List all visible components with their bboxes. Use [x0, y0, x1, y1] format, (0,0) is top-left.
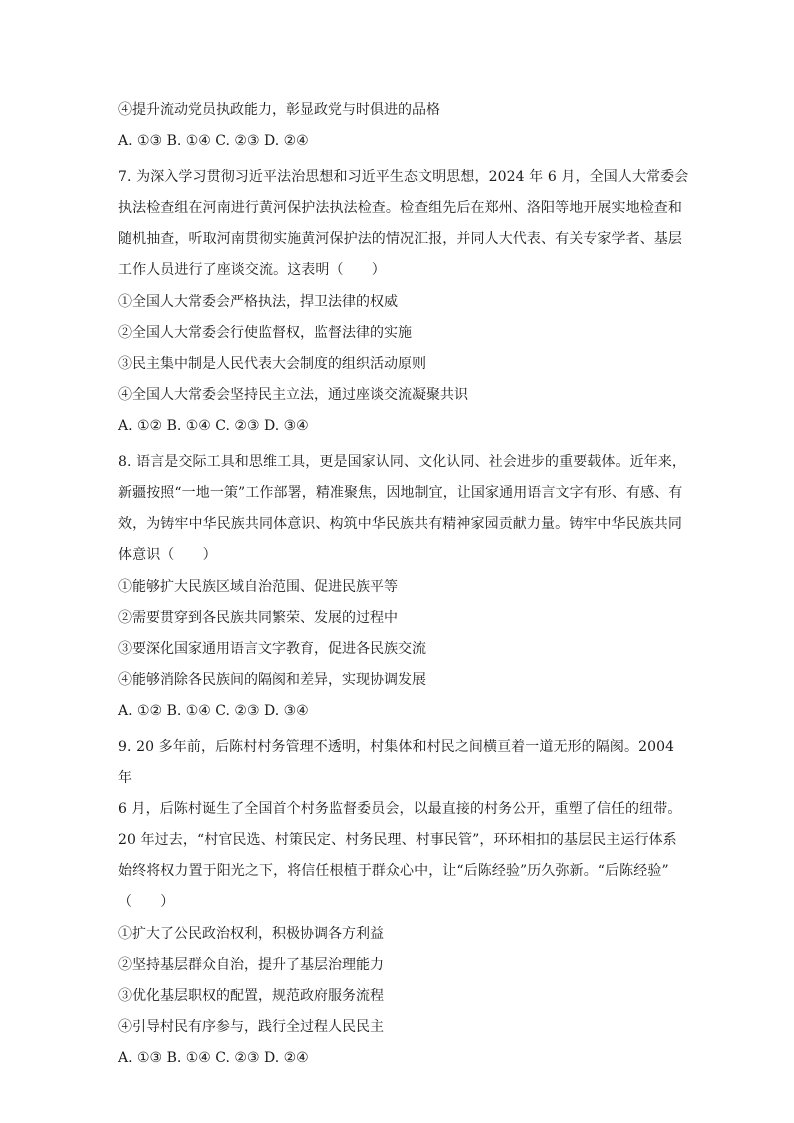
- option-4: ④引导村民有序参与，践行全过程人民民主: [118, 1019, 384, 1035]
- option-1: ①全国人大常委会严格执法，捍卫法律的权威: [118, 294, 398, 310]
- prev-question-option-4: ④提升流动党员执政能力，彰显政党与时俱进的品格: [118, 102, 440, 118]
- stem-line: 7. 为深入学习贯彻习近平法治思想和习近平生态文明思想，2024 年 6 月，全国人大常委会: [118, 169, 689, 185]
- option-3: ③优化基层职权的配置，规范政府服务流程: [118, 988, 384, 1004]
- stem-line: 随机抽查，听取河南贯彻实施黄河保护法的情况汇报，并同人大代表、有关专家学者、基层: [118, 231, 682, 247]
- question-7: [118, 162, 690, 436]
- option-4: ④能够消除各民族间的隔阂和差异，实现协调发展: [118, 672, 426, 688]
- stem-line: 工作人员进行了座谈交流。这表明（ ）: [118, 262, 386, 278]
- stem-line: 始终将权力置于阳光之下，将信任根植于群众心中，让“后陈经验”历久弥新。“后陈经验”: [118, 863, 669, 879]
- option-1: ①扩大了公民政治权利，积极协调各方利益: [118, 926, 384, 942]
- exam-page: [118, 100, 690, 1079]
- stem-line: 效，为铸牢中华民族共同体意识、构筑中华民族共有精神家园贡献力量。铸牢中华民族共同: [118, 516, 682, 532]
- option-3: ③要深化国家通用语言文字教育，促进各民族交流: [118, 641, 426, 657]
- stem-line: 9. 20 多年前，后陈村村务管理不透明，村集体和村民之间横亘着一道无形的隔阂。2004 年: [118, 739, 675, 786]
- option-2: ②需要贯穿到各民族共同繁荣、发展的过程中: [118, 610, 398, 626]
- option-1: ①能够扩大民族区域自治范围、促进民族平等: [118, 579, 398, 595]
- option-2: ②全国人大常委会行使监督权，监督法律的实施: [118, 325, 412, 341]
- stem-line: 8. 语言是交际工具和思维工具，更是国家认同、文化认同、社会进步的重要载体。近年来，: [118, 454, 687, 470]
- question-9-stem: [118, 732, 690, 918]
- answer-choices: A. ①③ B. ①④ C. ②③ D. ②④: [118, 1050, 309, 1066]
- question-9: [118, 732, 690, 1068]
- stem-line: 体意识（ ）: [118, 547, 217, 563]
- question-8: [118, 447, 690, 721]
- prev-question-answer-choices: A. ①③ B. ①④ C. ②③ D. ②④: [118, 133, 309, 149]
- stem-line: 新疆按照“一地一策”工作部署，精准聚焦，因地制宜，让国家通用语言文字有形、有感、有: [118, 485, 683, 501]
- answer-choices: A. ①② B. ①④ C. ②③ D. ③④: [118, 703, 309, 719]
- answer-choices: A. ①② B. ①④ C. ②③ D. ③④: [118, 418, 309, 434]
- question-8-stem: [118, 447, 690, 571]
- stem-line: 6 月，后陈村诞生了全国首个村务监督委员会，以最直接的村务公开，重塑了信任的纽带。: [118, 801, 682, 817]
- stem-line: （ ）: [118, 894, 175, 910]
- stem-line: 执法检查组在河南进行黄河保护法执法检查。检查组先后在郑州、洛阳等地开展实地检查和: [118, 200, 682, 216]
- option-3: ③民主集中制是人民代表大会制度的组织活动原则: [118, 356, 426, 372]
- question-7-stem: [118, 162, 690, 286]
- option-4: ④全国人大常委会坚持民主立法，通过座谈交流凝聚共识: [118, 387, 468, 403]
- option-2: ②坚持基层群众自治，提升了基层治理能力: [118, 957, 384, 973]
- stem-line: 20 年过去，“村官民选、村策民定、村务民理、村事民管”，环环相扣的基层民主运行体系: [118, 832, 677, 848]
